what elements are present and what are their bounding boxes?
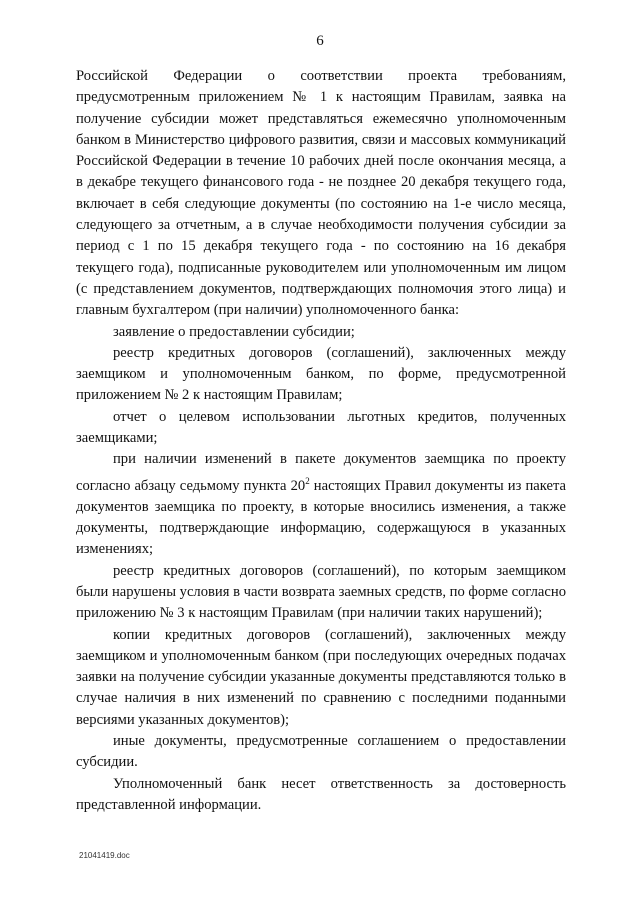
paragraph-item-other-documents: иные документы, предусмотренные соглашением о предоставлении субсидии.	[76, 733, 566, 771]
paragraph-intro: Российской Федерации о соответствии проекта требованиям, предусмотренным приложением № 1 к настоящим Правилам, заявка на получение субсидии может представляться ежемесячно уполномоченным банком в Министерство цифрового развития, связи и массовых коммуникаций Российской Федерации в течение 10 рабочих дней после окончания месяца, а в декабре текущего финансового года - не позднее 20 декабря текущего года, включает в себя следующие документы (по состоянию на 1-е число месяца, следующего за отчетным, а в случае необходимости получения субсидии за период с 1 по 15 декабря текущего года - по состоянию на 16 декабря текущего года), подписанные руководителем или уполномоченным им лицом (с представлением документов, подтверждающих полномочия этого лица) и главным бухгалтером (при наличии) уполномоченного банка:	[76, 68, 566, 319]
paragraph-item-document-changes	[76, 449, 566, 560]
paragraph-bank-responsibility: Уполномоченный банк несет ответственность за достоверность представленной информации.	[76, 775, 566, 813]
paragraph-item-application: заявление о предоставлении субсидии;	[113, 323, 355, 340]
paragraph-item-registry-agreements: реестр кредитных договоров (соглашений), заключенных между заемщиком и уполномоченным банком, по форме, предусмотренной приложением № 2 к настоящим Правилам;	[76, 344, 566, 404]
page-number: 6	[316, 33, 324, 49]
changes-text-after: настоящих Правил документы из пакета документов заемщика по проекту, в которые вносились изменения, а также документы, подтверждающие информацию, содержащуюся в указанных изменениях;	[76, 477, 566, 558]
changes-text-before: при наличии изменений в пакете документов заемщика по проекту согласно абзацу седьмому пункта 20	[76, 451, 566, 494]
document-body	[76, 66, 566, 816]
paragraph-item-registry-violations: реестр кредитных договоров (соглашений), по которым заемщиком были нарушены условия в части возврата заемных средств, по форме согласно приложению № 3 к настоящим Правилам (при наличии таких нарушений);	[76, 562, 566, 622]
changes-superscript: 2	[305, 475, 310, 486]
paragraph-item-usage-report: отчет о целевом использовании льготных кредитов, полученных заемщиками;	[76, 408, 566, 447]
paragraph-item-agreement-copies: копии кредитных договоров (соглашений), заключенных между заемщиком и уполномоченным банком (при последующих очередных подачах заявки на получение субсидии указанные документы представляются только в случае наличия в них изменений по сравнению с последними поданными версиями указанных документов);	[76, 626, 566, 728]
file-name-footer: 21041419.doc	[79, 851, 130, 860]
